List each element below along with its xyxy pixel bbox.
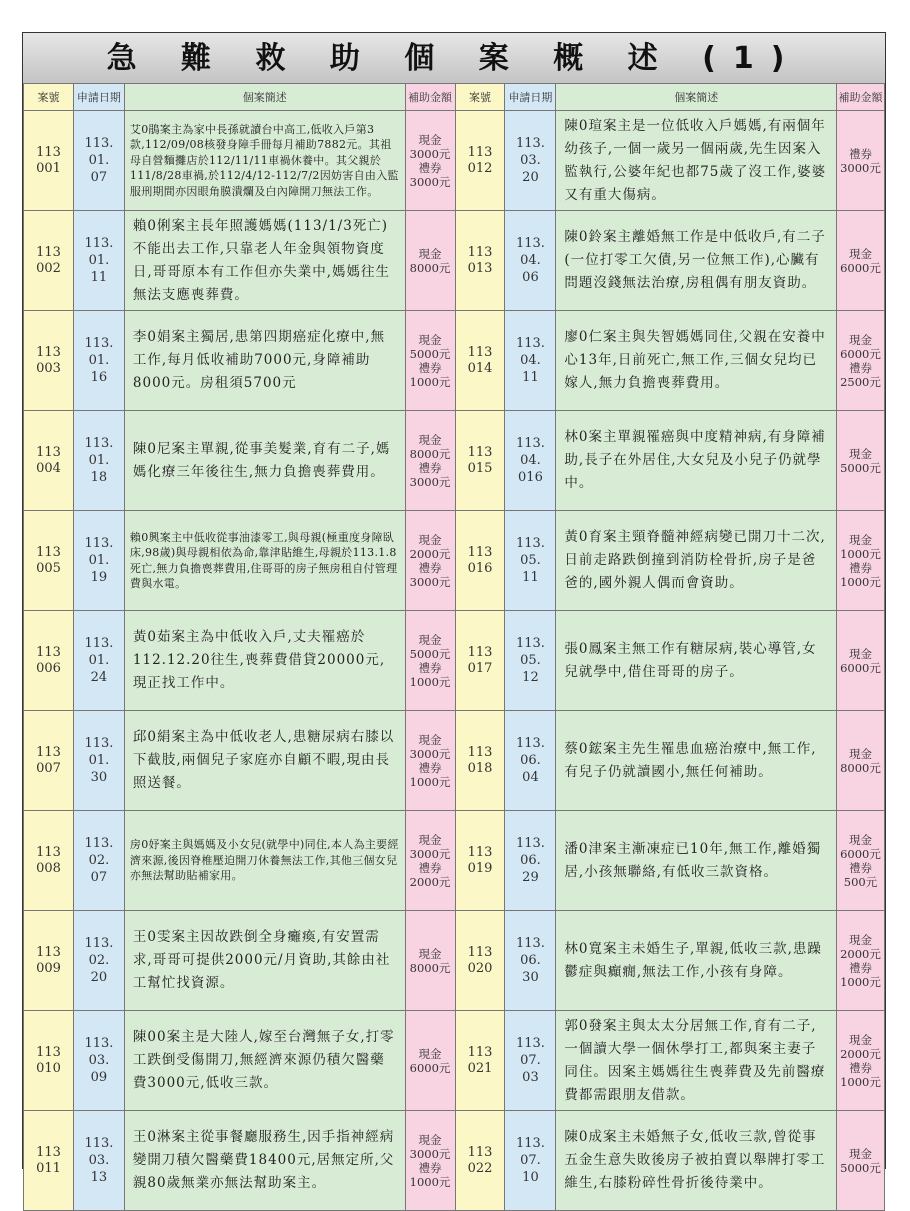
aid-amount: 現金 6000元 (409, 1046, 451, 1075)
apply-date-cell (73, 711, 124, 811)
case-number-cell (24, 511, 74, 611)
aid-amount-cell (836, 511, 884, 611)
apply-date: 113. 01. 18 (84, 436, 114, 485)
case-number-cell (24, 311, 74, 411)
apply-date: 113. 04. 11 (515, 336, 545, 385)
table-row (24, 1011, 885, 1111)
case-summary: 陳0瑄案主是一位低收入戶媽媽,有兩個年幼孩子,一個一歲另一個兩歲,先生因案入監執行,公婆年紀也都75歲了沒工作,婆婆又有重大傷病。 (564, 117, 827, 203)
header-case-no: 案號 (455, 84, 505, 111)
case-summary-cell (124, 211, 405, 311)
aid-amount: 現金 5000元 禮券 1000元 (409, 632, 451, 689)
apply-date: 113. 03. 20 (515, 136, 545, 185)
apply-date-cell (73, 1011, 124, 1111)
aid-amount: 現金 6000元 (840, 646, 881, 675)
apply-date: 113. 07. 03 (515, 1036, 545, 1085)
case-summary-cell (124, 811, 405, 911)
case-summary-cell (556, 1111, 837, 1211)
case-summary-cell (124, 411, 405, 511)
case-number: 113 012 (467, 144, 493, 176)
apply-date: 113. 05. 12 (515, 636, 545, 685)
case-number: 113 010 (36, 1044, 61, 1076)
apply-date-cell (505, 811, 556, 911)
apply-date: 113. 05. 11 (515, 536, 545, 585)
case-summary: 房0妤案主與媽媽及小女兒(就學中)同住,本人為主要經濟來源,後因脊椎壓迫開刀休養無法工作,其他三個女兒亦無法幫助貼補家用。 (129, 838, 399, 883)
case-summary: 王0淋案主從事餐廳服務生,因手指神經病變開刀積欠醫藥費18400元,居無定所,父親80歲無業亦無法幫助案主。 (132, 1129, 395, 1191)
table-row (24, 111, 885, 211)
case-number-cell (24, 211, 74, 311)
table-row (24, 211, 885, 311)
case-summary-cell (124, 511, 405, 611)
case-number: 113 021 (467, 1044, 493, 1076)
case-number-cell (455, 211, 505, 311)
case-number: 113 009 (36, 944, 61, 976)
aid-amount: 現金 1000元 禮券 1000元 (840, 532, 881, 589)
aid-amount-cell (836, 811, 884, 911)
header-summary: 個案簡述 (124, 84, 405, 111)
case-number-cell (455, 111, 505, 211)
case-summary-cell (124, 111, 405, 211)
apply-date-cell (73, 211, 124, 311)
case-number-cell (455, 911, 505, 1011)
case-summary: 陳0尼案主單親,從事美髮業,育有二子,媽媽化療三年後往生,無力負擔喪葬費用。 (132, 440, 391, 480)
case-number-cell (24, 811, 74, 911)
aid-amount: 現金 3000元 禮券 2000元 (409, 832, 451, 889)
case-number-cell (455, 611, 505, 711)
header-amount: 補助金額 (836, 84, 884, 111)
apply-date-cell (73, 311, 124, 411)
aid-amount: 現金 3000元 禮券 3000元 (409, 132, 451, 189)
case-summary-cell (124, 711, 405, 811)
case-summary: 賴0興案主中低收從事油漆零工,與母親(極重度身障臥床,98歲)與母親相依為命,靠津貼維生,母親於113.1.8死亡,無力負擔喪葬費用,住哥哥的房子無房租自付管理費與水電。 (129, 530, 398, 590)
case-number: 113 005 (36, 544, 61, 576)
apply-date-cell (505, 1111, 556, 1211)
apply-date-cell (73, 911, 124, 1011)
case-summary: 林0寬案主未婚生子,單親,低收三款,患躁鬱症與癲癇,無法工作,小孩有身障。 (564, 940, 822, 980)
case-summary-cell (556, 611, 837, 711)
aid-amount-cell (405, 611, 455, 711)
apply-date: 113. 03. 13 (84, 1136, 114, 1185)
header-case-no: 案號 (24, 84, 74, 111)
header-amount: 補助金額 (405, 84, 455, 111)
aid-amount-cell (405, 711, 455, 811)
apply-date: 113. 06. 30 (515, 936, 545, 985)
aid-amount-cell (836, 711, 884, 811)
aid-amount: 現金 5000元 禮券 1000元 (409, 332, 451, 389)
case-number-cell (455, 811, 505, 911)
apply-date-cell (73, 1111, 124, 1211)
case-number: 113 020 (467, 944, 493, 976)
case-number-cell (24, 411, 74, 511)
apply-date: 113. 07. 10 (515, 1136, 545, 1185)
case-summary-cell (124, 1011, 405, 1111)
aid-amount-cell (836, 1111, 884, 1211)
apply-date-cell (505, 211, 556, 311)
case-summary-cell (124, 1111, 405, 1211)
header-summary: 個案簡述 (556, 84, 837, 111)
apply-date: 113. 01. 16 (84, 336, 114, 385)
apply-date: 113. 02. 20 (84, 936, 114, 985)
aid-amount-cell (405, 411, 455, 511)
case-summary: 潘0津案主漸凍症已10年,無工作,離婚獨居,小孩無聯絡,有低收三款資格。 (564, 840, 822, 880)
aid-amount: 現金 6000元 禮券 2500元 (840, 332, 881, 389)
apply-date-cell (505, 511, 556, 611)
apply-date-cell (73, 411, 124, 511)
case-summary-cell (556, 111, 837, 211)
apply-date-cell (505, 911, 556, 1011)
apply-date-cell (73, 511, 124, 611)
case-summary: 廖0仁案主與失智媽媽同住,父親在安養中心13年,日前死亡,無工作,三個女兒均已嫁人,無力負擔喪葬費用。 (564, 329, 826, 391)
case-summary-cell (556, 411, 837, 511)
case-summary: 艾0鵑案主為家中長孫就讀台中高工,低收入戶第3款,112/09/08核發身障手冊每月補助7882元。其祖母自營麵攤店於112/11/11車禍休養中。其父親於111/8/28車禍,於112/4/12-112/7/2因妨害自由入監服刑期間亦因眼角膜潰爛及白內障開刀無法工作。 (129, 122, 399, 198)
apply-date: 113. 01. 07 (84, 136, 114, 185)
case-summary: 陳0鈴案主離婚無工作是中低收戶,有二子(一位打零工欠債,另一位無工作),心臟有問題沒錢無法治療,房租偶有朋友資助。 (564, 229, 826, 291)
aid-amount: 現金 2000元 禮券 1000元 (840, 1032, 881, 1089)
apply-date-cell (73, 611, 124, 711)
case-table (23, 83, 885, 1211)
case-summary: 賴0俐案主長年照護媽媽(113/1/3死亡)不能出去工作,只靠老人年金與領物資度日,哥哥原本有工作但亦失業中,媽媽往生無法支應喪葬費。 (132, 217, 390, 303)
table-row (24, 911, 885, 1011)
table-row (24, 311, 885, 411)
aid-amount: 現金 3000元 禮券 1000元 (409, 732, 451, 789)
apply-date-cell (505, 411, 556, 511)
case-number: 113 004 (36, 444, 61, 476)
case-summary-cell (556, 511, 837, 611)
aid-amount-cell (836, 211, 884, 311)
aid-amount-cell (405, 111, 455, 211)
apply-date: 113. 02. 07 (84, 836, 114, 885)
case-number-cell (24, 1111, 74, 1211)
case-summary: 黃0育案主頸脊髓神經病變已開刀十二次,日前走路跌倒撞到消防栓骨折,房子是爸爸的,國外親人偶而會資助。 (564, 529, 826, 591)
case-number-cell (24, 1011, 74, 1111)
case-summary-cell (556, 1011, 837, 1111)
case-number: 113 014 (467, 344, 493, 376)
apply-date-cell (505, 711, 556, 811)
aid-amount-cell (405, 811, 455, 911)
case-number: 113 006 (36, 644, 61, 676)
case-number: 113 015 (467, 444, 493, 476)
aid-amount: 現金 2000元 禮券 1000元 (840, 932, 881, 989)
aid-amount-cell (405, 1111, 455, 1211)
aid-amount-cell (405, 311, 455, 411)
table-row (24, 711, 885, 811)
aid-amount: 現金 5000元 (840, 446, 881, 475)
case-summary-cell (124, 311, 405, 411)
apply-date-cell (505, 611, 556, 711)
apply-date-cell (73, 811, 124, 911)
case-number-cell (455, 1111, 505, 1211)
apply-date: 113. 01. 24 (84, 636, 114, 685)
aid-amount-cell (405, 911, 455, 1011)
case-number-cell (455, 511, 505, 611)
aid-amount-cell (836, 111, 884, 211)
table-row (24, 611, 885, 711)
apply-date: 113. 06. 04 (515, 736, 545, 785)
aid-amount-cell (836, 611, 884, 711)
case-number: 113 007 (36, 744, 61, 776)
aid-amount-cell (836, 1011, 884, 1111)
case-summary-cell (124, 611, 405, 711)
case-number: 113 011 (36, 1144, 61, 1176)
apply-date: 113. 04. 06 (515, 236, 545, 285)
aid-amount: 現金 8000元 (409, 246, 451, 275)
case-summary-cell (556, 311, 837, 411)
case-number-cell (455, 411, 505, 511)
case-summary: 李0娟案主獨居,患第四期癌症化療中,無工作,每月低收補助7000元,身障補助8000元。房租須5700元 (132, 329, 386, 391)
apply-date: 113. 04. 016 (515, 436, 545, 485)
case-number: 113 002 (36, 244, 61, 276)
aid-amount: 現金 5000元 (840, 1146, 881, 1175)
case-number: 113 019 (467, 844, 493, 876)
case-summary: 邱0絹案主為中低收老人,患糖尿病右膝以下截肢,兩個兒子家庭亦自顧不暇,現由長照送餐。 (132, 729, 395, 791)
aid-amount-cell (836, 911, 884, 1011)
case-number-cell (24, 911, 74, 1011)
case-summary-cell (556, 711, 837, 811)
case-number-cell (24, 111, 74, 211)
case-number-cell (455, 311, 505, 411)
apply-date: 113. 06. 29 (515, 836, 545, 885)
case-summary: 郭0發案主與太太分居無工作,育有二子,一個讀大學一個休學打工,都與案主妻子同住。因案主媽媽往生喪葬費及先前醫療費都需跟朋友借款。 (564, 1017, 826, 1103)
case-summary: 黃0茹案主為中低收入戶,丈夫罹癌於112.12.20往生,喪葬費借貸20000元,現正找工作中。 (132, 629, 386, 691)
aid-amount-cell (836, 311, 884, 411)
aid-amount-cell (836, 411, 884, 511)
case-summary-cell (556, 911, 837, 1011)
case-summary: 林0案主單親罹癌與中度精神病,有身障補助,長子在外居住,大女兒及小兒子仍就學中。 (564, 429, 826, 491)
table-row (24, 1111, 885, 1211)
case-summary: 王0雯案主因故跌倒全身癱瘓,有安置需求,哥哥可提供2000元/月資助,其餘由社工幫忙找資源。 (132, 929, 391, 991)
case-summary-cell (124, 911, 405, 1011)
case-number-cell (24, 611, 74, 711)
case-summary: 蔡0鋐案主先生罹患血癌治療中,無工作,有兒子仍就讀國小,無任何補助。 (564, 740, 817, 780)
case-number: 113 003 (36, 344, 61, 376)
header-row (24, 84, 885, 111)
case-summary: 陳0成案主未婚無子女,低收三款,曾從事五金生意失敗後房子被拍賣以舉牌打零工維生,右膝粉碎性骨折後待業中。 (564, 1129, 826, 1191)
aid-amount-cell (405, 511, 455, 611)
page-title: 急 難 救 助 個 案 概 述 (1) (23, 33, 885, 84)
aid-amount: 現金 8000元 (840, 746, 881, 775)
case-number-cell (455, 1011, 505, 1111)
case-number-cell (24, 711, 74, 811)
case-number: 113 017 (467, 644, 493, 676)
case-number: 113 001 (36, 144, 61, 176)
table-row (24, 511, 885, 611)
case-number: 113 018 (467, 744, 493, 776)
case-summary: 陳00案主是大陸人,嫁至台灣無子女,打零工跌倒受傷開刀,無經濟來源仍積欠醫藥費3000元,低收三款。 (132, 1029, 395, 1091)
aid-amount-cell (405, 211, 455, 311)
apply-date-cell (73, 111, 124, 211)
aid-amount: 現金 6000元 禮券 500元 (840, 832, 881, 889)
case-summary-cell (556, 211, 837, 311)
case-summary: 張0鳳案主無工作有糖尿病,裝心導管,女兒就學中,借住哥哥的房子。 (564, 640, 817, 680)
apply-date: 113. 01. 30 (84, 736, 114, 785)
apply-date: 113. 01. 19 (84, 536, 114, 585)
case-number: 113 016 (467, 544, 493, 576)
document-frame (22, 32, 886, 1191)
aid-amount: 現金 6000元 (840, 246, 881, 275)
case-number: 113 013 (467, 244, 493, 276)
aid-amount: 現金 3000元 禮券 1000元 (409, 1132, 451, 1189)
aid-amount: 現金 8000元 禮券 3000元 (409, 432, 451, 489)
apply-date-cell (505, 1011, 556, 1111)
table-row (24, 811, 885, 911)
header-apply-date: 申請日期 (73, 84, 124, 111)
header-apply-date: 申請日期 (505, 84, 556, 111)
aid-amount: 現金 2000元 禮券 3000元 (409, 532, 451, 589)
aid-amount-cell (405, 1011, 455, 1111)
case-number: 113 022 (467, 1144, 493, 1176)
aid-amount: 禮券 3000元 (840, 146, 881, 175)
apply-date-cell (505, 111, 556, 211)
aid-amount: 現金 8000元 (409, 946, 451, 975)
case-number-cell (455, 711, 505, 811)
apply-date: 113. 01. 11 (84, 236, 114, 285)
case-number: 113 008 (36, 844, 61, 876)
case-summary-cell (556, 811, 837, 911)
apply-date: 113. 03. 09 (84, 1036, 114, 1085)
apply-date-cell (505, 311, 556, 411)
table-row (24, 411, 885, 511)
